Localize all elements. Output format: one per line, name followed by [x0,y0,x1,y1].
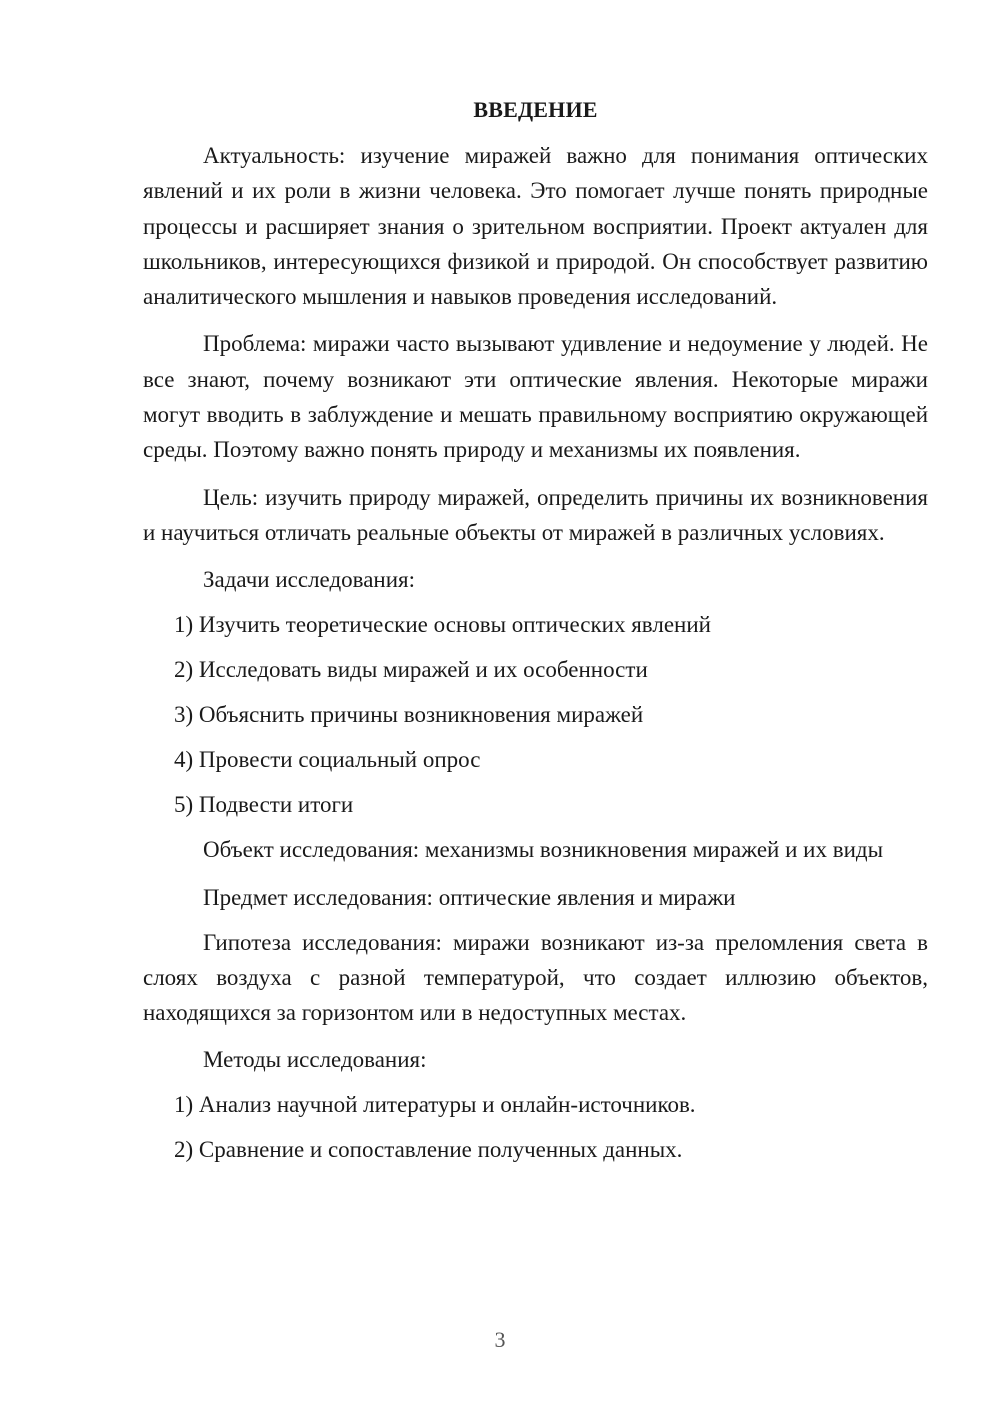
list-item: 1) Изучить теоретические основы оптических явлений [174,612,711,638]
hypothesis-paragraph: Гипотеза исследования: миражи возникают из-за преломления света в слоях воздуха с разной температурой, что создает иллюзию объектов, находящихся за горизонтом или в недоступных местах. [143,929,928,1026]
list-item: 3) Объяснить причины возникновения миражей [174,702,644,728]
problem-paragraph: Проблема: миражи часто вызывают удивление и недоумение у людей. Не все знают, почему возникают эти оптические явления. Некоторые миражи могут вводить в заблуждение и мешать правильному восприятию окружающей среды. Поэтому важно понять природу и механизмы их появления. [143,331,928,463]
methods-heading: Методы исследования: [203,1047,427,1073]
page-title: ВВЕДЕНИЕ [473,97,598,122]
object-paragraph: Объект исследования: механизмы возникновения миражей и их виды [203,837,884,863]
list-item: 4) Провести социальный опрос [174,747,481,773]
list-item: 2) Сравнение и сопоставление полученных данных. [174,1137,683,1163]
list-item: 5) Подвести итоги [174,792,354,818]
tasks-heading: Задачи исследования: [203,567,416,593]
list-item: 1) Анализ научной литературы и онлайн-источников. [174,1092,696,1118]
methods-list [143,1087,928,1167]
subject-paragraph: Предмет исследования: оптические явления и миражи [203,884,736,910]
goal-paragraph: Цель: изучить природу миражей, определить причины их возникновения и научиться отличать реальные объекты от миражей в различных условиях. [143,484,928,545]
document-page [143,94,928,1177]
list-item: 2) Исследовать виды миражей и их особенности [174,657,648,683]
tasks-list [143,607,928,822]
relevance-paragraph: Актуальность: изучение миражей важно для понимания оптических явлений и их роли в жизни человека. Это помогает лучше понять природные процессы и расширяет знания о зрительном восприятии. Проект актуален для школьников, интересующихся физикой и природой. Он способствует развитию аналитического мышления и навыков проведения исследований. [143,143,928,310]
page-number: 3 [494,1327,506,1352]
